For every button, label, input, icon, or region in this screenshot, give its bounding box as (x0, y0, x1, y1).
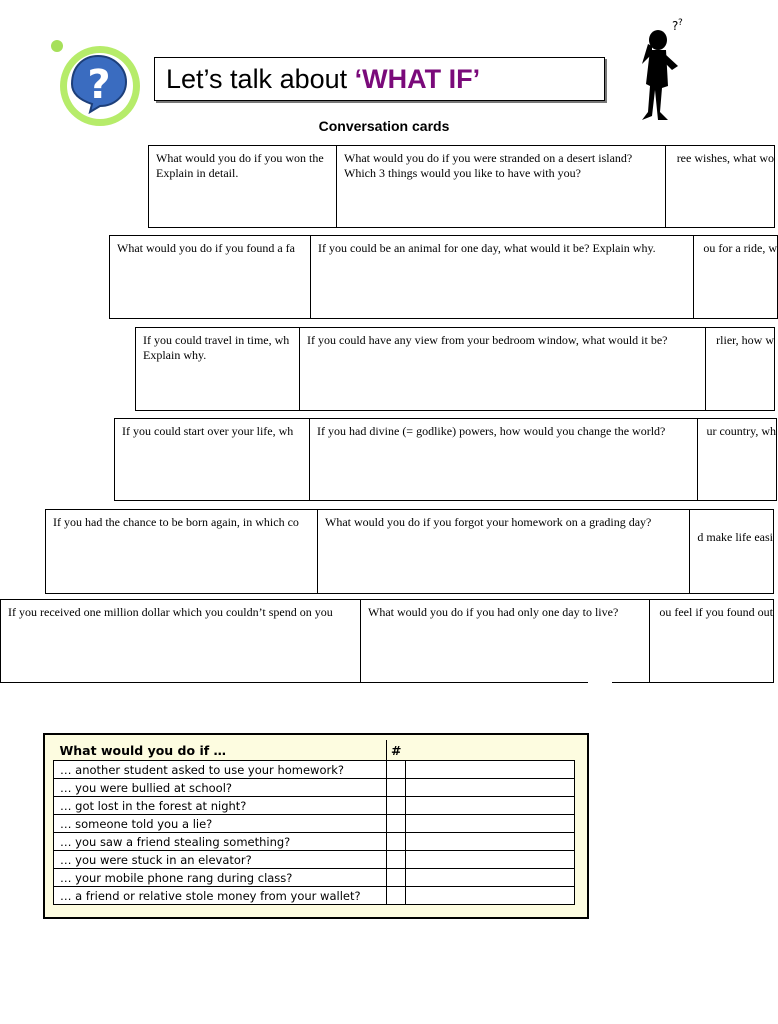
card-row5-left (45, 509, 319, 594)
card-text: ou feel if you found out (659, 605, 773, 619)
card-text: What would you do if you won the (156, 151, 324, 165)
table-cell-question: … another student asked to use your homework? (54, 761, 387, 779)
table-cell-question: … someone told you a lie? (54, 815, 387, 833)
table-row (54, 815, 575, 833)
table-row (54, 887, 575, 905)
table-cell-number (387, 833, 406, 851)
table-cell-answer (406, 869, 575, 887)
card-animal (310, 235, 695, 319)
card-text: If you could be an animal for one day, what would it be? Explain why. (318, 241, 656, 255)
table-cell-number (387, 779, 406, 797)
table-header-hash: # (387, 740, 406, 761)
card-bedroom-view (299, 327, 707, 411)
card-gap (588, 682, 612, 685)
table-row (54, 833, 575, 851)
card-text: If you had divine (= godlike) powers, how would you change the world? (317, 424, 666, 438)
card-text: Explain in detail. (156, 166, 239, 180)
card-row4-right (697, 418, 777, 501)
card-text: rlier, how w (716, 333, 774, 347)
table-row (54, 869, 575, 887)
card-row2-left (109, 235, 312, 319)
card-text: If you could have any view from your bedroom window, what would it be? (307, 333, 668, 347)
table-cell-answer (406, 797, 575, 815)
card-text: What would you do if you forgot your homework on a grading day? (325, 515, 652, 529)
card-row5-right (689, 509, 774, 594)
table-row (54, 761, 575, 779)
table-cell-answer (406, 761, 575, 779)
page-title (154, 57, 605, 101)
card-row1-left (148, 145, 338, 228)
card-row4-left (114, 418, 311, 501)
card-row3-right (705, 327, 775, 411)
table-cell-number (387, 815, 406, 833)
card-text: If you received one million dollar which you couldn’t spend on you (8, 605, 333, 619)
what-would-you-do-table (53, 740, 575, 905)
card-row3-left (135, 327, 302, 411)
table-cell-question: … your mobile phone rang during class? (54, 869, 387, 887)
question-bubble-logo-icon (48, 40, 148, 130)
table-header-label: What would you do if … (54, 740, 387, 761)
table-cell-question: … you were bullied at school? (54, 779, 387, 797)
thinking-person-icon (628, 16, 688, 128)
title-prefix: Let’s talk about (166, 64, 355, 94)
card-text: If you could start over your life, wh (122, 424, 294, 438)
table-cell-answer (406, 779, 575, 797)
svg-text:?: ? (678, 18, 683, 28)
card-row2-right (693, 235, 778, 319)
table-header-row (54, 740, 575, 761)
card-row1-right (665, 145, 775, 228)
table-cell-number (387, 887, 406, 905)
table-row (54, 779, 575, 797)
table-cell-answer (406, 851, 575, 869)
table-row (54, 797, 575, 815)
subtitle-conversation-cards: Conversation cards (318, 118, 450, 134)
card-desert-island (336, 145, 666, 228)
svg-text:?: ? (672, 19, 679, 33)
card-divine-powers (309, 418, 699, 501)
table-cell-question: … you saw a friend stealing something? (54, 833, 387, 851)
card-row6-right (649, 599, 774, 683)
table-cell-question: … you were stuck in an elevator? (54, 851, 387, 869)
svg-text:?: ? (87, 62, 111, 108)
table-cell-question: … a friend or relative stole money from your wallet? (54, 887, 387, 905)
card-text: What would you do if you found a fa (117, 241, 295, 255)
card-text: What would you do if you had only one day to live? (368, 605, 619, 619)
table-cell-answer (406, 815, 575, 833)
title-accent: ‘WHAT IF’ (354, 64, 481, 94)
table-cell-question: … got lost in the forest at night? (54, 797, 387, 815)
card-text: Explain why. (143, 348, 207, 362)
card-text: ree wishes, what wo (676, 151, 774, 165)
table-row (54, 851, 575, 869)
table-cell-answer (406, 887, 575, 905)
table-cell-number (387, 797, 406, 815)
card-text: ur country, wh (706, 424, 776, 438)
card-forgot-homework (317, 509, 691, 594)
card-text: d make life easi (697, 530, 773, 544)
card-text: ou for a ride, w (703, 241, 777, 255)
card-text: If you had the chance to be born again, in which co (53, 515, 299, 529)
card-one-day-to-live (360, 599, 651, 683)
table-cell-number (387, 761, 406, 779)
table-cell-answer (406, 833, 575, 851)
table-cell-number (387, 869, 406, 887)
table-cell-number (387, 851, 406, 869)
card-row6-left (0, 599, 362, 683)
card-text: If you could travel in time, wh (143, 333, 290, 347)
card-text: What would you do if you were stranded on a desert island? Which 3 things would you like to have with you? (344, 151, 633, 180)
